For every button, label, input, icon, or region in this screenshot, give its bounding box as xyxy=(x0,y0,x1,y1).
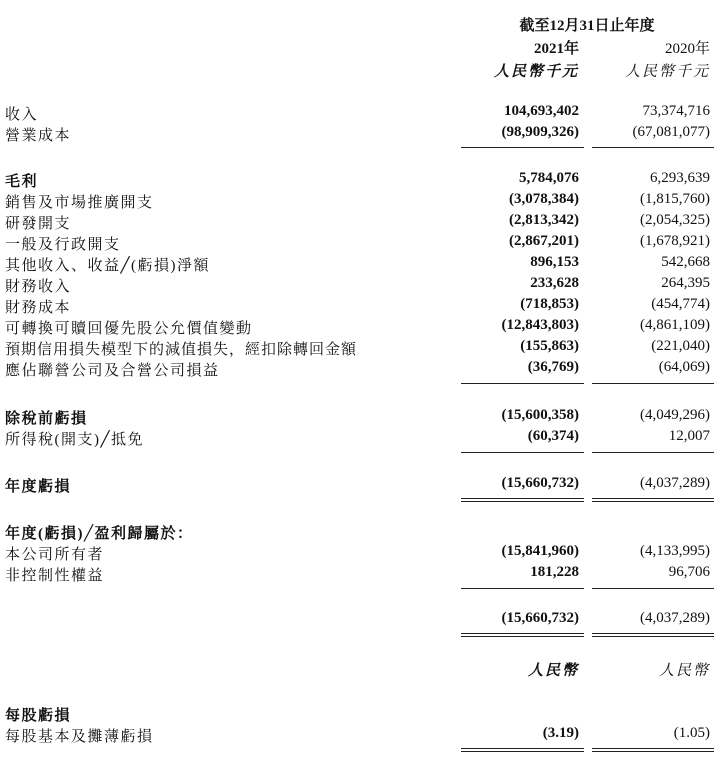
unit-2021-header: 人民幣千元 xyxy=(493,64,579,80)
value-2020-cost-of-revenue: (67,081,077) xyxy=(632,124,710,140)
value-2021-impairment-losses: (155,863) xyxy=(520,338,579,354)
row-label-cost-of-revenue: 營業成本 xyxy=(5,128,72,144)
row-label-loss-for-year: 年度虧損 xyxy=(5,479,72,495)
value-2021-gross-profit: 5,784,076 xyxy=(519,170,579,186)
row-label-impairment-losses: 預期信用損失模型下的減值損失，經扣除轉回金額 xyxy=(5,342,358,358)
row-label-basic-diluted-loss: 每股基本及攤薄虧損 xyxy=(5,729,154,745)
value-2021-attributable-total: (15,660,732) xyxy=(501,610,579,626)
value-2020-loss-before-tax: (4,049,296) xyxy=(640,407,710,423)
double-rule-2021 xyxy=(461,748,584,749)
period-header: 截至12月31日止年度 xyxy=(519,18,655,34)
row-label-loss-per-share-heading: 每股虧損 xyxy=(5,708,72,724)
subtotal-rule-2020 xyxy=(592,147,714,148)
value-2020-finance-income: 264,395 xyxy=(661,275,710,291)
value-2021-share-of-associates: (36,769) xyxy=(527,359,579,375)
year-2021-header: 2021年 xyxy=(533,41,579,57)
double-rule-2020 xyxy=(592,751,714,752)
subtotal-rule-2020 xyxy=(592,588,714,589)
value-2020-non-controlling: 96,706 xyxy=(668,564,710,580)
currency-2020: 人民幣 xyxy=(658,663,710,679)
value-2021-finance-costs: (718,853) xyxy=(520,296,579,312)
double-rule-2020 xyxy=(592,748,714,749)
value-2020-loss-for-year: (4,037,289) xyxy=(640,475,710,491)
value-2021-non-controlling: 181,228 xyxy=(530,564,579,580)
row-label-attributable-heading: 年度(虧損)╱盈利歸屬於： xyxy=(5,526,194,542)
value-2021-other-income: 896,153 xyxy=(530,254,579,270)
double-rule-2020 xyxy=(592,501,714,502)
value-2020-gross-profit: 6,293,639 xyxy=(650,170,710,186)
value-2021-selling-expenses: (3,078,384) xyxy=(509,191,579,207)
value-2020-finance-costs: (454,774) xyxy=(651,296,710,312)
row-label-gross-profit: 毛利 xyxy=(5,174,39,190)
value-2020-fair-value-change: (4,861,109) xyxy=(640,317,710,333)
double-rule-2021 xyxy=(461,633,584,634)
value-2021-revenue: 104,693,402 xyxy=(504,103,579,119)
value-2021-owners: (15,841,960) xyxy=(501,543,579,559)
value-2021-basic-diluted-loss: (3.19) xyxy=(542,725,579,741)
row-label-owners: 本公司所有者 xyxy=(5,547,105,563)
value-2021-loss-for-year: (15,660,732) xyxy=(501,475,579,491)
value-2020-rd-expenses: (2,054,325) xyxy=(640,212,710,228)
subtotal-rule-2020 xyxy=(592,452,714,453)
value-2020-revenue: 73,374,716 xyxy=(642,103,710,119)
value-2020-admin-expenses: (1,678,921) xyxy=(640,233,710,249)
value-2021-rd-expenses: (2,813,342) xyxy=(509,212,579,228)
value-2020-owners: (4,133,995) xyxy=(640,543,710,559)
row-label-non-controlling: 非控制性權益 xyxy=(5,568,105,584)
row-label-admin-expenses: 一般及行政開支 xyxy=(5,237,121,253)
row-label-fair-value-change: 可轉換可贖回優先股公允價值變動 xyxy=(5,321,253,337)
value-2020-selling-expenses: (1,815,760) xyxy=(640,191,710,207)
row-label-share-of-associates: 應佔聯營公司及合營公司損益 xyxy=(5,363,220,379)
value-2020-income-tax: 12,007 xyxy=(668,428,710,444)
row-label-income-tax: 所得稅(開支)╱抵免 xyxy=(5,432,145,448)
value-2021-loss-before-tax: (15,600,358) xyxy=(501,407,579,423)
value-2020-basic-diluted-loss: (1.05) xyxy=(673,725,710,741)
value-2021-admin-expenses: (2,867,201) xyxy=(509,233,579,249)
value-2021-fair-value-change: (12,843,803) xyxy=(501,317,579,333)
unit-2020-header: 人民幣千元 xyxy=(624,64,710,80)
double-rule-2020 xyxy=(592,498,714,499)
double-rule-2021 xyxy=(461,751,584,752)
value-2021-income-tax: (60,374) xyxy=(527,428,579,444)
row-label-finance-costs: 財務成本 xyxy=(5,300,72,316)
value-2020-share-of-associates: (64,069) xyxy=(658,359,710,375)
subtotal-rule-2021 xyxy=(461,588,584,589)
subtotal-rule-2020 xyxy=(592,383,714,384)
year-2020-header: 2020年 xyxy=(664,41,710,57)
double-rule-2020 xyxy=(592,633,714,634)
value-2021-cost-of-revenue: (98,909,326) xyxy=(501,124,579,140)
row-label-revenue: 收入 xyxy=(5,107,39,123)
value-2020-other-income: 542,668 xyxy=(661,254,710,270)
subtotal-rule-2021 xyxy=(461,452,584,453)
row-label-selling-expenses: 銷售及市場推廣開支 xyxy=(5,195,154,211)
value-2020-attributable-total: (4,037,289) xyxy=(640,610,710,626)
double-rule-2021 xyxy=(461,501,584,502)
double-rule-2020 xyxy=(592,636,714,637)
row-label-finance-income: 財務收入 xyxy=(5,279,72,295)
currency-2021: 人民幣 xyxy=(527,663,579,679)
row-label-loss-before-tax: 除稅前虧損 xyxy=(5,411,88,427)
value-2020-impairment-losses: (221,040) xyxy=(651,338,710,354)
value-2021-finance-income: 233,628 xyxy=(530,275,579,291)
double-rule-2021 xyxy=(461,498,584,499)
double-rule-2021 xyxy=(461,636,584,637)
subtotal-rule-2021 xyxy=(461,147,584,148)
row-label-other-income: 其他收入、收益╱(虧損)淨額 xyxy=(5,258,211,274)
subtotal-rule-2021 xyxy=(461,383,584,384)
row-label-rd-expenses: 研發開支 xyxy=(5,216,72,232)
